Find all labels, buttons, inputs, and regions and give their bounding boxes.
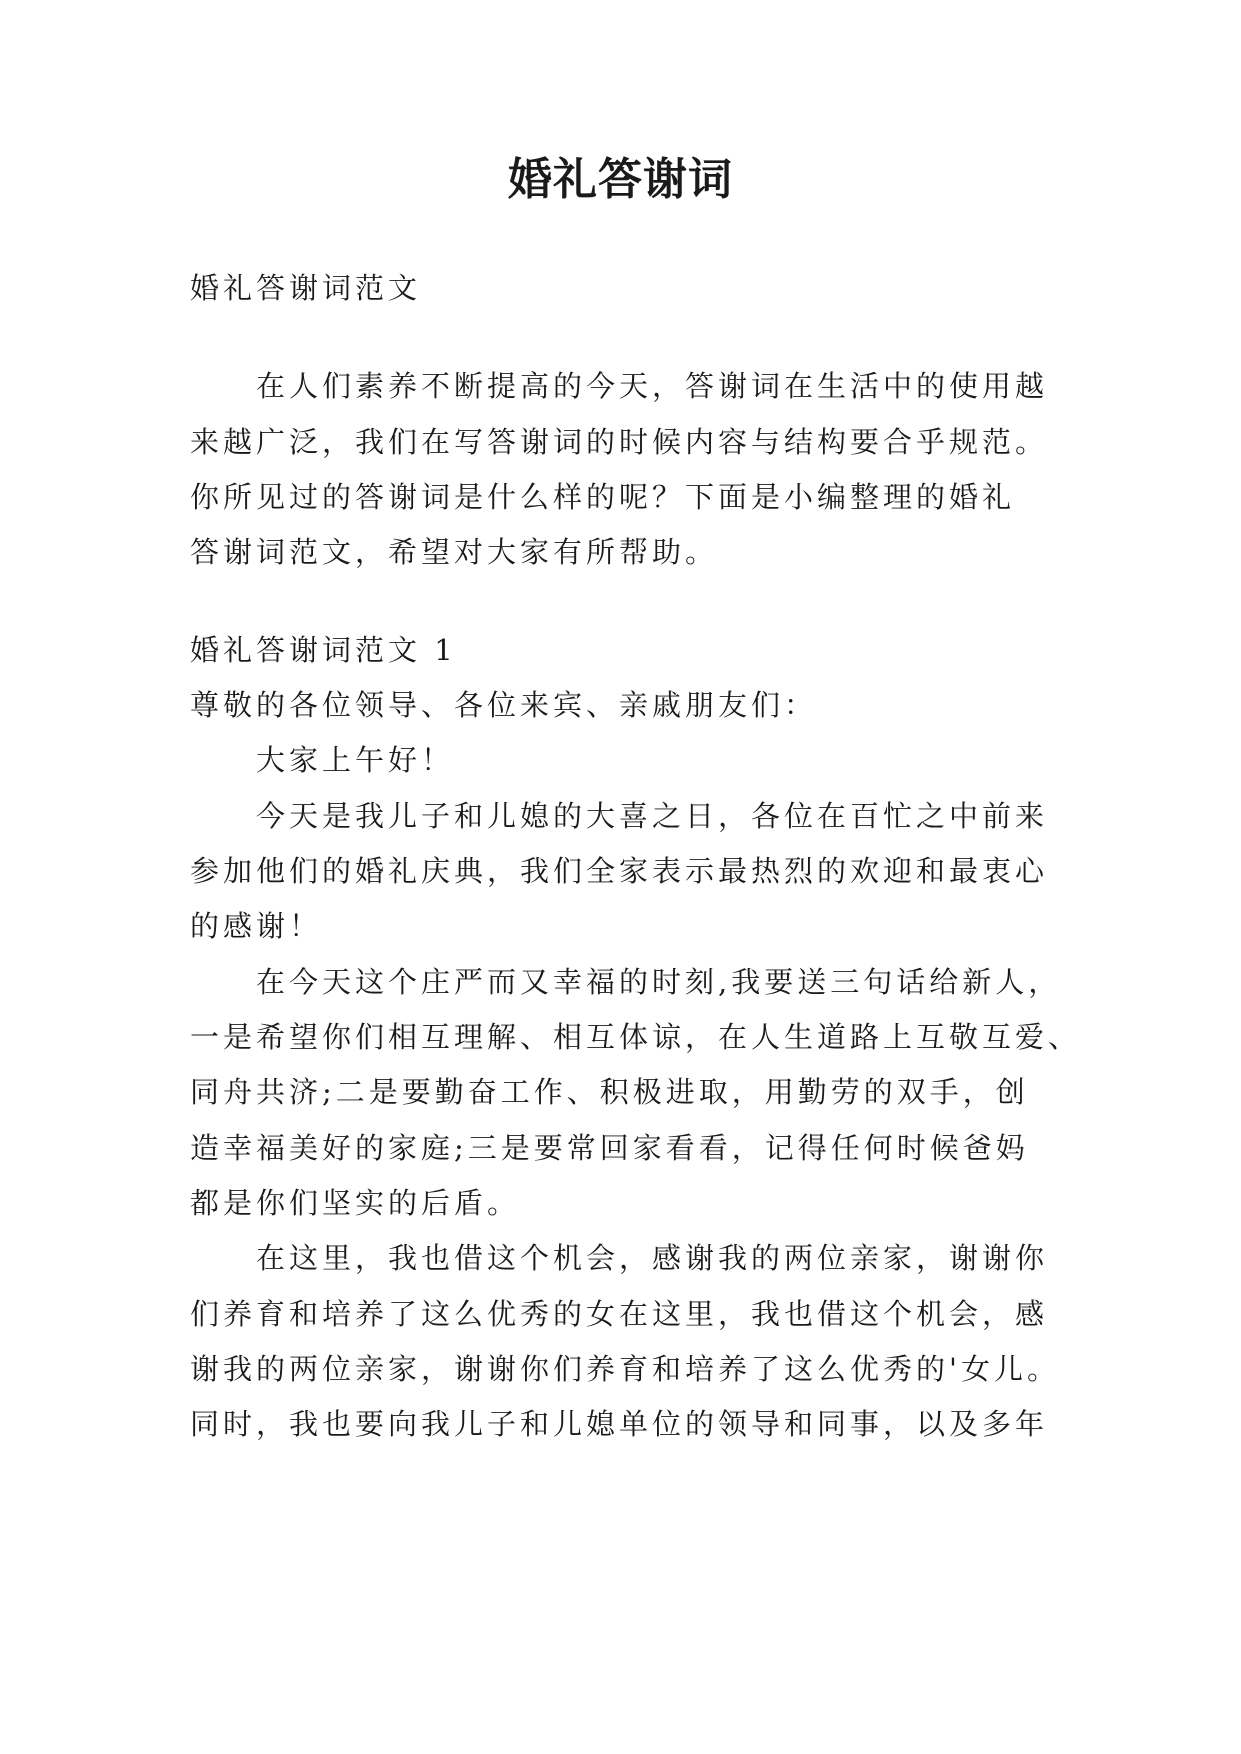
document-title: 婚礼答谢词 — [508, 154, 733, 205]
intro-line: 在人们素养不断提高的今天，答谢词在生活中的使用越 — [190, 369, 1049, 403]
intro-line: 你所见过的答谢词是什么样的呢？下面是小编整理的婚礼 — [190, 480, 1016, 514]
body-line: 在这里，我也借这个机会，感谢我的两位亲家，谢谢你 — [190, 1241, 1049, 1275]
body-line: 都是你们坚实的后盾。 — [190, 1186, 521, 1220]
section-heading: 婚礼答谢词范文 1 — [190, 633, 457, 667]
body-line: 的感谢！ — [190, 909, 323, 943]
intro-line: 答谢词范文，希望对大家有所帮助。 — [190, 535, 719, 569]
body-line: 们养育和培养了这么优秀的女在这里，我也借这个机会，感 — [190, 1297, 1049, 1331]
body-line: 一是希望你们相互理解、相互体谅，在人生道路上互敬互爱、 — [190, 1020, 1082, 1054]
subtitle: 婚礼答谢词范文 — [190, 271, 422, 305]
body-line: 同舟共济;二是要勤奋工作、积极进取，用勤劳的双手，创 — [190, 1075, 1029, 1109]
body-line: 同时，我也要向我儿子和儿媳单位的领导和同事，以及多年 — [190, 1407, 1049, 1441]
body-line: 参加他们的婚礼庆典，我们全家表示最热烈的欢迎和最衷心 — [190, 854, 1049, 888]
intro-line: 来越广泛，我们在写答谢词的时候内容与结构要合乎规范。 — [190, 425, 1049, 459]
body-line: 谢我的两位亲家，谢谢你们养育和培养了这么优秀的'女儿。 — [190, 1352, 1060, 1386]
salutation: 尊敬的各位领导、各位来宾、亲戚朋友们： — [190, 688, 818, 722]
body-line: 今天是我儿子和儿媳的大喜之日，各位在百忙之中前来 — [190, 799, 1049, 833]
body-line: 大家上午好！ — [190, 743, 455, 777]
body-line: 造幸福美好的家庭;三是要常回家看看，记得任何时候爸妈 — [190, 1131, 1029, 1165]
body-line: 在今天这个庄严而又幸福的时刻,我要送三句话给新人， — [190, 965, 1062, 999]
